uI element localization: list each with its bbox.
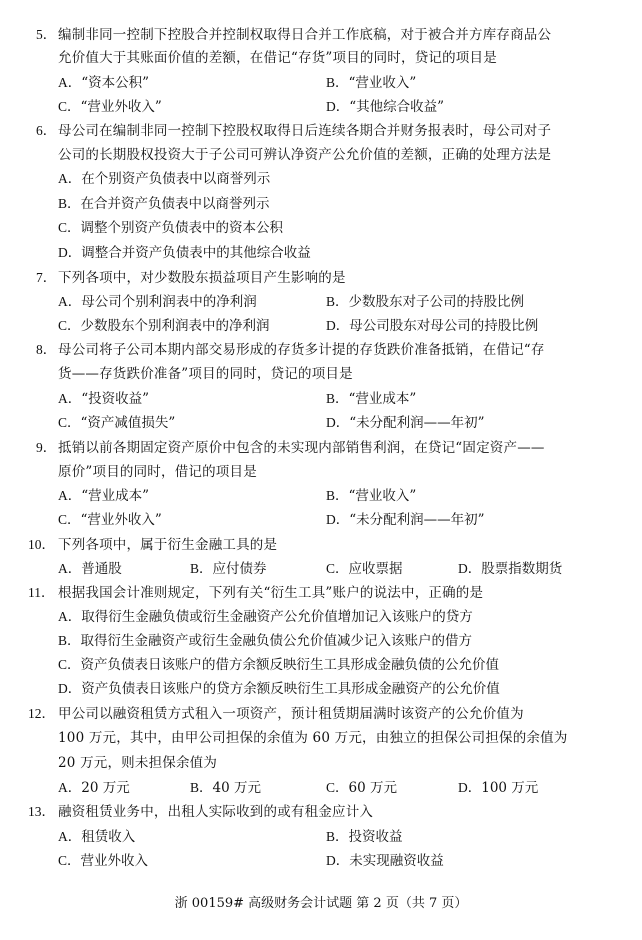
question-text: 根据我国会计准则规定，下列有关“衍生工具”账户的说法中，正确的是 (58, 585, 484, 601)
question-text: 融资租赁业务中，出租人实际收到的或有租金应计入 (58, 804, 374, 820)
question-number: 10． (28, 537, 55, 552)
option-c: C．60 万元 (326, 780, 397, 796)
option-c: C．资产负债表日该账户的借方余额反映衍生工具形成金融负债的公允价值 (58, 657, 500, 673)
question-text: 20 万元，则未担保余值为 (58, 755, 218, 771)
question-number: 8． (36, 342, 57, 357)
option-d: D．资产负债表日该账户的贷方余额反映衍生工具形成金融资产的公允价值 (58, 681, 500, 697)
question-number: 12． (28, 706, 55, 721)
question-text: 下列各项中，对少数股东损益项目产生影响的是 (58, 270, 346, 286)
option-c: C．“资产减值损失” (58, 415, 176, 431)
question-number: 9． (36, 440, 57, 455)
option-d: D．母公司股东对母公司的持股比例 (326, 318, 539, 334)
question-number: 7． (36, 270, 57, 285)
option-d: D．调整合并资产负债表中的其他综合收益 (58, 245, 311, 261)
question-text: 抵销以前各期固定资产原价中包含的未实现内部销售利润，在贷记“固定资产—— (58, 440, 545, 456)
option-d: D．“未分配利润——年初” (326, 512, 485, 528)
option-c: C．少数股东个别利润表中的净利润 (58, 318, 270, 334)
question-number: 6． (36, 123, 57, 138)
option-d: D．“其他综合收益” (326, 99, 445, 115)
option-a: A．在个别资产负债表中以商誉列示 (58, 171, 271, 187)
option-a: A．“投资收益” (58, 391, 150, 407)
question-text: 母公司在编制非同一控制下控股权取得日后连续各期合并财务报表时，母公司对子 (58, 123, 552, 139)
question-number: 11． (28, 585, 55, 600)
option-a: A．20 万元 (58, 780, 130, 796)
option-b: B．40 万元 (190, 780, 261, 796)
option-b: B．应付债券 (190, 561, 267, 577)
option-b: B．取得衍生金融资产或衍生金融负债公允价值减少记入该账户的借方 (58, 633, 473, 649)
option-b: B．“营业成本” (326, 391, 417, 407)
option-d: D．“未分配利润——年初” (326, 415, 485, 431)
option-c: C．“营业外收入” (58, 99, 162, 115)
option-b: B．在合并资产负债表中以商誉列示 (58, 196, 270, 212)
option-c: C．“营业外收入” (58, 512, 162, 528)
question-number: 5． (36, 27, 57, 42)
option-a: A．取得衍生金融负债或衍生金融资产公允价值增加记入该账户的贷方 (58, 609, 473, 625)
question-text: 公司的长期股权投资大于子公司可辨认净资产公允价值的差额，正确的处理方法是 (58, 147, 552, 163)
question-text: 允价值大于其账面价值的差额，在借记“存货”项目的同时，贷记的项目是 (58, 50, 497, 66)
question-text: 母公司将子公司本期内部交易形成的存货多计提的存货跌价准备抵销，在借记“存 (58, 342, 545, 358)
option-a: A．“营业成本” (58, 488, 150, 504)
option-a: A．租赁收入 (58, 829, 136, 845)
option-b: B．“营业收入” (326, 488, 417, 504)
option-a: A．“资本公积” (58, 75, 150, 91)
option-a: A．普通股 (58, 561, 122, 577)
option-d: D．100 万元 (458, 780, 539, 796)
option-d: D．股票指数期货 (458, 561, 563, 577)
question-text: 甲公司以融资租赁方式租入一项资产，预计租赁期届满时该资产的公允价值为 (58, 706, 524, 722)
option-d: D．未实现融资收益 (326, 853, 444, 869)
option-b: B．投资收益 (326, 829, 403, 845)
option-c: C．营业外收入 (58, 853, 149, 869)
page-footer: 浙 00159# 高级财务会计试题 第 2 页（共 7 页） (174, 896, 468, 911)
option-c: C．调整个别资产负债表中的资本公积 (58, 220, 284, 236)
question-number: 13． (28, 804, 55, 819)
question-text: 100 万元，其中，由甲公司担保的余值为 60 万元，由独立的担保公司担保的余值为 (58, 730, 568, 746)
question-text: 原价”项目的同时，借记的项目是 (58, 464, 257, 480)
option-a: A．母公司个别利润表中的净利润 (58, 294, 257, 310)
question-text: 下列各项中，属于衍生金融工具的是 (58, 537, 278, 553)
option-c: C．应收票据 (326, 561, 403, 577)
question-text: 货——存货跌价准备”项目的同时，贷记的项目是 (58, 366, 353, 382)
question-text: 编制非同一控制下控股合并控制权取得日合并工作底稿，对于被合并方库存商品公 (58, 27, 552, 43)
option-b: B．少数股东对子公司的持股比例 (326, 294, 525, 310)
option-b: B．“营业收入” (326, 75, 417, 91)
